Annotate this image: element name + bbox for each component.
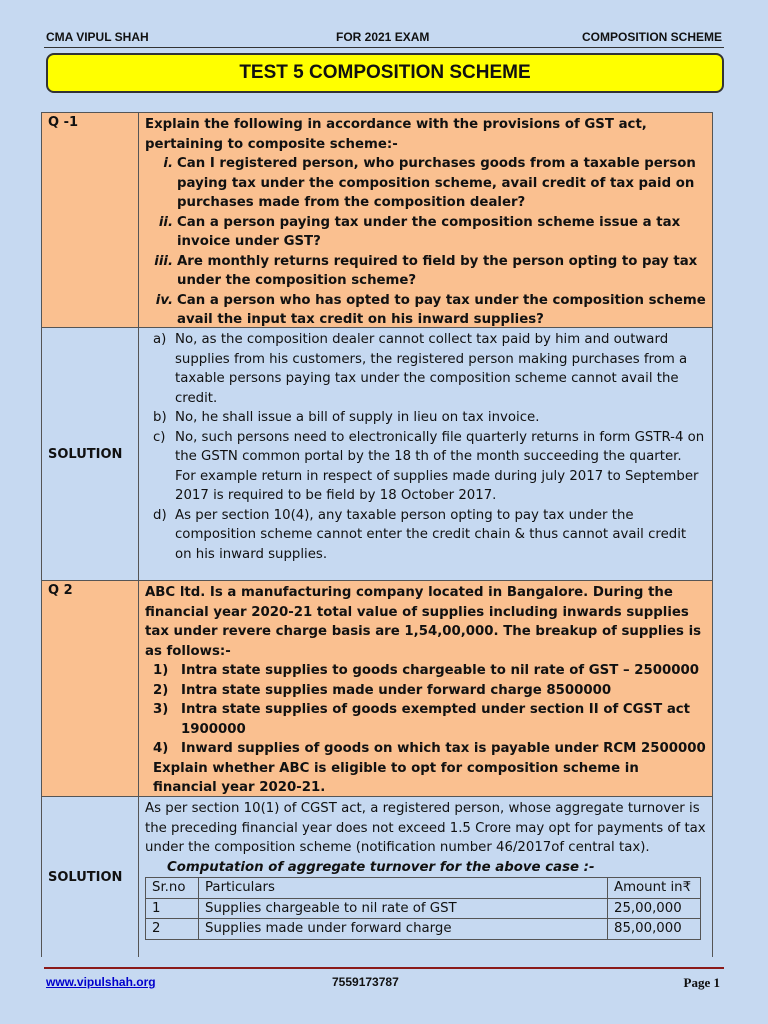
table-row <box>146 898 701 919</box>
table-row <box>146 919 701 940</box>
question-2-item: 4) Inward supplies of goods on which tax is payable under RCM 2500000 <box>153 741 706 756</box>
question-1-item: iii. Are monthly returns required to field by the person opting to pay tax under the composition scheme? <box>154 253 698 288</box>
header-divider <box>44 47 724 48</box>
table-cell: Supplies made under forward charge <box>199 919 608 940</box>
question-1-label: Q -1 <box>42 113 139 327</box>
question-2-item: 3) Intra state supplies of goods exempted under section II of CGST act 1900000 <box>153 702 691 737</box>
header-topic: COMPOSITION SCHEME <box>581 30 722 44</box>
solution-1-item: d) As per section 10(4), any taxable person opting to pay tax under the composition scheme cannot enter the credit chain & thus cannot avail credit on his inward supplies. <box>153 507 687 562</box>
question-2-item: 2) Intra state supplies made under forward charge 8500000 <box>153 682 612 698</box>
website-link[interactable]: www.vipulshah.org <box>46 975 156 989</box>
table-cell: Supplies chargeable to nil rate of GST <box>199 898 608 919</box>
table-header-cell: Sr.no <box>146 878 199 899</box>
solution-1-example: For example return in respect of supplies made during july 2017 to September 2017 is required to be field by 18 October 2017. <box>175 468 699 503</box>
solution-1-item: a) No, as the composition dealer cannot collect tax paid by him and outward supplies from his customers, the registered person making purchases from a taxable persons paying tax under the composition scheme cannot avail the credit. <box>153 332 688 406</box>
solution-2-label: SOLUTION <box>42 797 139 957</box>
turnover-table <box>145 877 701 940</box>
table-header-cell: Amount in₹ <box>608 878 701 899</box>
question-2-outro: Explain whether ABC is eligible to opt for composition scheme in financial year 2020-21. <box>153 760 639 795</box>
solution-1-row <box>41 328 713 581</box>
solution-1-label: SOLUTION <box>42 328 139 580</box>
page-header <box>46 30 722 46</box>
solution-2-row <box>41 797 713 957</box>
solution-1-item: b) No, he shall issue a bill of supply in lieu on tax invoice. <box>153 410 540 425</box>
question-1-intro: Explain the following in accordance with the provisions of GST act, pertaining to composite scheme:- <box>145 117 647 152</box>
question-1-item: iv. Can a person who has opted to pay tax under the composition scheme avail the input tax credit on his inward supplies? <box>155 292 706 327</box>
solution-2-heading: Computation of aggregate turnover for the above case :- <box>167 859 595 875</box>
question-2-label: Q 2 <box>42 581 139 796</box>
solution-1-item: c) No, such persons need to electronically file quarterly returns in form GSTR-4 on the GSTN common portal by the 18 th of the month succeeding the quarter. <box>153 429 705 464</box>
page-number: Page 1 <box>683 975 720 990</box>
solution-2-text: As per section 10(1) of CGST act, a registered person, whose aggregate turnover is the preceding financial year does not exceed 1.5 Crore may opt for payments of tax under the composition scheme (notification number 46/2017of central tax). <box>145 801 706 855</box>
footer-divider <box>44 967 724 969</box>
question-2-row <box>41 581 713 797</box>
question-2-item: 1) Intra state supplies to goods chargeable to nil rate of GST – 2500000 <box>153 663 700 678</box>
header-exam: FOR 2021 EXAM <box>336 30 430 44</box>
table-cell: 2 <box>146 919 199 940</box>
question-table <box>41 112 713 957</box>
question-1-row <box>41 112 713 328</box>
table-cell: 25,00,000 <box>608 898 701 919</box>
question-2-intro: ABC ltd. Is a manufacturing company located in Bangalore. During the financial year 2020-21 total value of supplies including inwards supplies tax under revere charge basis are 1,54,00,000. The breakup of supplies is as follows:- <box>145 585 702 659</box>
question-1-item: ii. Can a person paying tax under the composition scheme issue a tax invoice under GST? <box>158 214 681 249</box>
question-1-item: i. Can I registered person, who purchases goods from a taxable person paying tax under the composition scheme, avail credit of tax paid on purchases made from the composition dealer? <box>163 156 696 210</box>
header-author: CMA VIPUL SHAH <box>46 30 149 44</box>
table-cell: 85,00,000 <box>608 919 701 940</box>
table-header-row <box>146 878 701 899</box>
table-header-cell: Particulars <box>199 878 608 899</box>
page-title: TEST 5 COMPOSITION SCHEME <box>46 53 724 93</box>
table-cell: 1 <box>146 898 199 919</box>
footer-phone: 7559173787 <box>332 975 399 989</box>
